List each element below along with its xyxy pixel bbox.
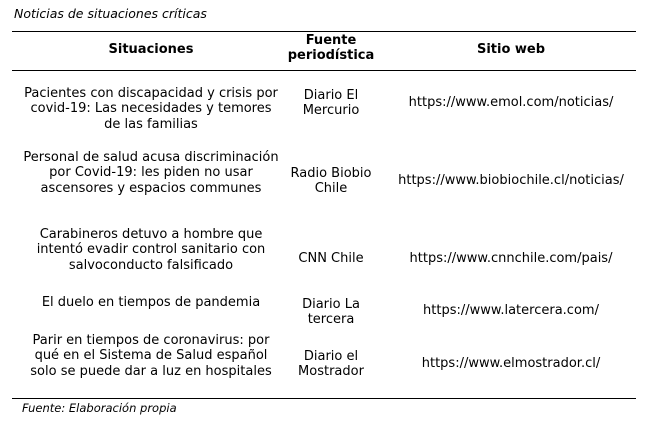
table-row-5-situacion: Parir en tiempos de coronavirus: por qué en el Sistema de Salud español solo se puede dar a luz en hospitales <box>30 332 272 379</box>
table-row-3-fuente: CNN Chile <box>298 251 364 267</box>
table-row-4-situacion: El duelo en tiempos de pandemia <box>41 295 261 311</box>
table-row-1-situacion: Pacientes con discapacidad y crisis por covid-19: Las necesidades y temores de las familias <box>24 85 278 132</box>
table-row-4-fuente: Diario La tercera <box>302 296 360 327</box>
table-row-2-situacion: Personal de salud acusa discriminación por Covid-19: les piden no usar ascensores y espacios communes <box>23 149 279 196</box>
table-top-rule <box>12 31 636 32</box>
table-footnote: Fuente: Elaboración propia <box>22 401 177 415</box>
table-row-5-sitio: https://www.elmostrador.cl/ <box>421 356 601 372</box>
table-row-2-sitio: https://www.biobiochile.cl/noticias/ <box>398 173 624 189</box>
table-row-1-sitio: https://www.emol.com/noticias/ <box>408 95 614 111</box>
table-row-1-fuente: Diario El Mercurio <box>302 87 360 118</box>
table-row-5-fuente: Diario el Mostrador <box>298 348 364 379</box>
header-situaciones: Situaciones <box>108 42 194 57</box>
table-header-rule <box>12 70 636 71</box>
table-row-2-fuente: Radio Biobio Chile <box>290 165 372 196</box>
table-bottom-rule <box>12 398 636 399</box>
table-row-4-sitio: https://www.latercera.com/ <box>423 303 599 319</box>
table-row-3-situacion: Carabineros detuvo a hombre que intentó evadir control sanitario con salvoconducto falsificado <box>36 226 266 273</box>
table-caption: Noticias de situaciones críticas <box>14 6 207 21</box>
header-fuente: Fuente periodística <box>287 33 375 63</box>
header-sitio-web: Sitio web <box>476 42 546 57</box>
table-row-3-sitio: https://www.cnnchile.com/pais/ <box>409 251 613 267</box>
